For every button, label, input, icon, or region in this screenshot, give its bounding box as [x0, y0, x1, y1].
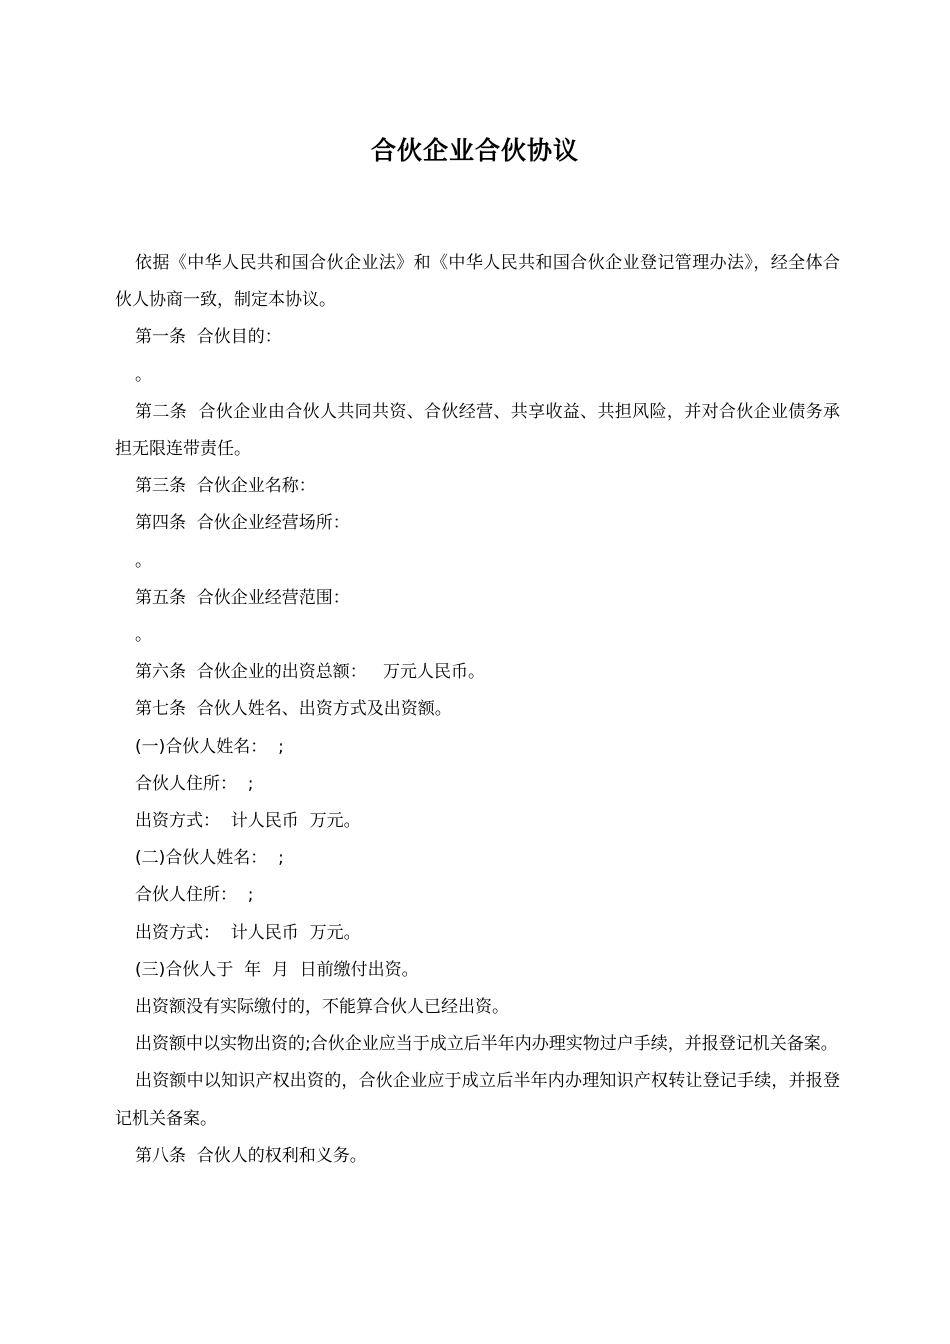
preamble-paragraph: 依据《中华人民共和国合伙企业法》和《中华人民共和国合伙企业登记管理办法》，经全体合伙人协商一致，制定本协议。 [115, 253, 840, 311]
article-8-heading: 第八条 合伙人的权利和义务。 [135, 1145, 367, 1166]
partner-1-address: 合伙人住所： ; [135, 773, 254, 794]
article-5-heading: 第五条 合伙企业经营范围： [135, 587, 350, 608]
partner-1-contribution: 出资方式： 计人民币 万元。 [135, 811, 361, 832]
in-kind-contribution-note: 出资额中以实物出资的;合伙企业应当于成立后半年内办理实物过户手续，并报登记机关备案。 [135, 1034, 838, 1055]
payment-deadline: (三)合伙人于 年 月 日前缴付出资。 [135, 959, 419, 980]
unpaid-contribution-note: 出资额没有实际缴付的，不能算合伙人已经出资。 [135, 997, 509, 1018]
article-3-heading: 第三条 合伙企业名称： [135, 476, 316, 497]
article-6-paragraph: 第六条 合伙企业的出资总额： 万元人民币。 [135, 662, 486, 683]
partner-2-name: (二)合伙人姓名： ; [135, 848, 284, 869]
article-7-heading: 第七条 合伙人姓名、出资方式及出资额。 [135, 699, 452, 720]
partner-1-name: (一)合伙人姓名： ; [135, 736, 284, 757]
partner-2-contribution: 出资方式： 计人民币 万元。 [135, 922, 361, 943]
document-body [115, 245, 840, 1175]
article-4-content: 。 [135, 550, 152, 571]
article-2-paragraph: 第二条 合伙企业由合伙人共同共资、合伙经营、共享收益、共担风险，并对合伙企业债务承担无限连带责任。 [115, 401, 840, 460]
article-1-content: 。 [135, 364, 152, 385]
ip-contribution-note: 出资额中以知识产权出资的，合伙企业应于成立后半年内办理知识产权转让登记手续，并报登记机关备案。 [115, 1071, 840, 1129]
article-1-heading: 第一条 合伙目的： [135, 327, 282, 348]
article-4-heading: 第四条 合伙企业经营场所： [135, 513, 350, 534]
article-5-content: 。 [135, 625, 152, 646]
partner-2-address: 合伙人住所： ; [135, 885, 254, 906]
document-title: 合伙企业合伙协议 [370, 136, 579, 165]
